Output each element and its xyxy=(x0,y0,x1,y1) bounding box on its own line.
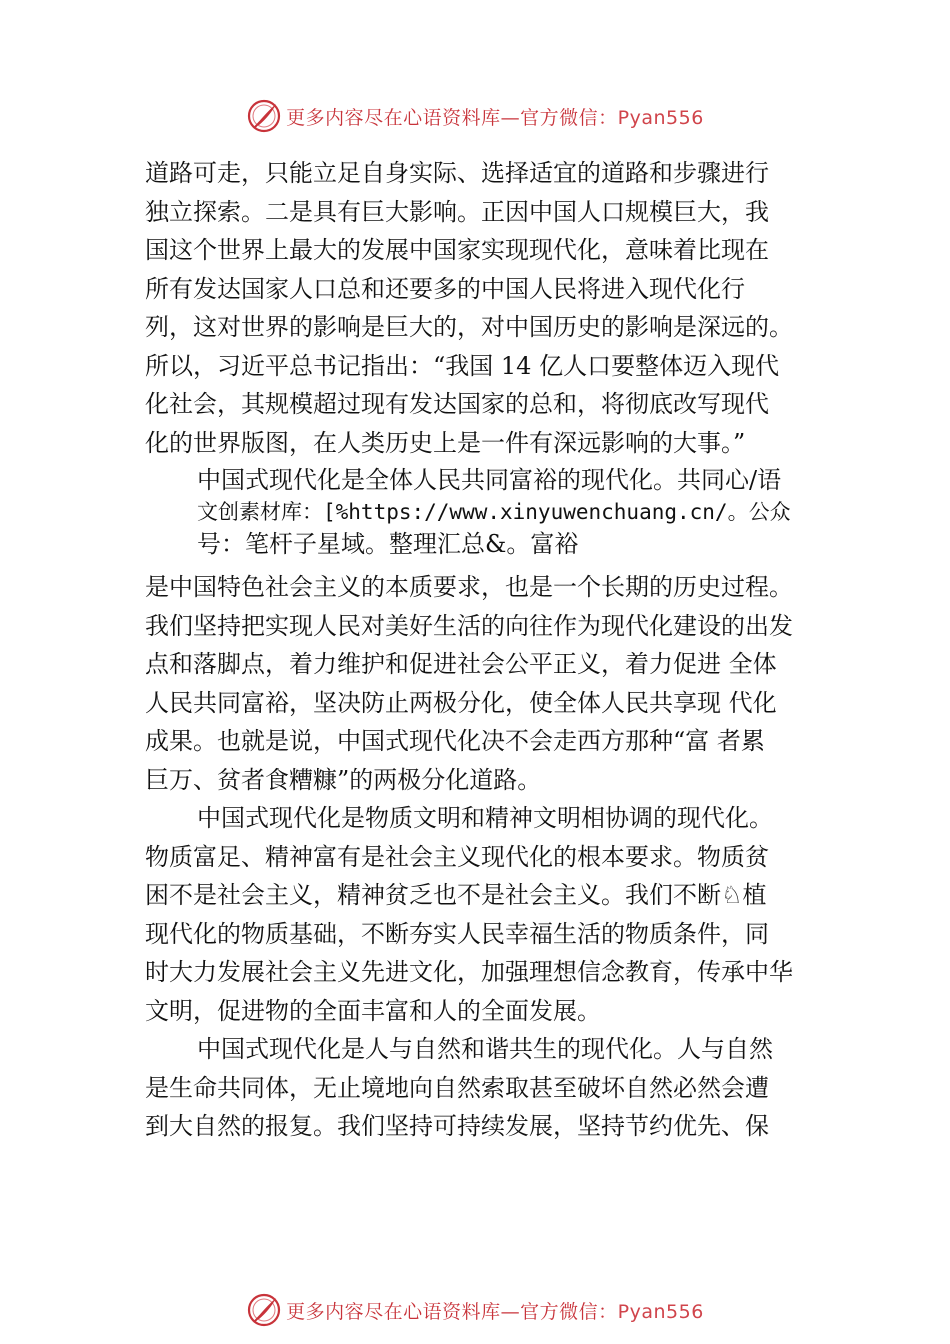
text-line: 国这个世界上最大的发展中国家实现现代化，意味着比现在 xyxy=(145,236,769,264)
text-line: 人民共同富裕，坚决防止两极分化，使全体人民共享现 代化 xyxy=(145,688,777,717)
text-line: 号：笔杆子星域。整理汇总&。富裕 xyxy=(197,530,579,558)
text-line: 时大力发展社会主义先进文化，加强理想信念教育，传承中华 xyxy=(145,958,793,986)
text-line: 中国式现代化是全体人民共同富裕的现代化。共同心/语 xyxy=(197,466,782,494)
text-line: 中国式现代化是物质文明和精神文明相协调的现代化。 xyxy=(197,804,773,832)
text-line: 所有发达国家人口总和还要多的中国人民将进入现代化行 xyxy=(145,274,745,303)
banner-text: 更多内容尽在心语资料库—官方微信：Pyan556 xyxy=(286,106,704,129)
text-line: 成果。也就是说，中国式现代化决不会走西方那种“富 者累 xyxy=(145,727,765,755)
text-line: 是中国特色社会主义的本质要求，也是一个长期的历史过程。 xyxy=(145,573,793,601)
text-line: 文明，促进物的全面丰富和人的全面发展。 xyxy=(145,996,601,1025)
text-line: 现代化的物质基础，不断夯实人民幸福生活的物质条件，同 xyxy=(145,919,769,948)
quill-logo-icon xyxy=(246,98,282,134)
text-line: 巨万、贫者食糟糠”的两极分化道路。 xyxy=(145,765,542,794)
text-line: 到大自然的报复。我们坚持可持续发展，坚持节约优先、保 xyxy=(145,1112,769,1140)
text-line: 独立探索。二是具有巨大影响。正因中国人口规模巨大，我 xyxy=(145,197,769,226)
text-line: 道路可走，只能立足自身实际、选择适宜的道路和步骤进行 xyxy=(145,159,769,187)
document-body xyxy=(145,154,845,1146)
text-line: 文创素材库：[%https://www.xinyuwenchuang.cn/。公众 xyxy=(197,500,791,524)
banner-text: 更多内容尽在心语资料库—官方微信：Pyan556 xyxy=(286,1300,704,1323)
footer-banner xyxy=(0,1290,950,1330)
text-line: 化的世界版图，在人类历史上是一件有深远影响的大事。” xyxy=(145,428,746,457)
text-line: 化社会，其规模超过现有发达国家的总和，将彻底改写现代 xyxy=(145,390,769,418)
paragraph xyxy=(145,1030,845,1146)
quill-logo-icon xyxy=(246,1292,282,1328)
text-line: 困不是社会主义，精神贫乏也不是社会主义。我们不断♘植 xyxy=(145,881,767,909)
text-line: 是生命共同体，无止境地向自然索取甚至破坏自然必然会遭 xyxy=(145,1073,769,1102)
header-banner xyxy=(0,96,950,136)
paragraph xyxy=(145,154,845,462)
wechat-id: Pyan556 xyxy=(617,1300,704,1323)
text-line: 点和落脚点，着力维护和促进社会公平正义，着力促进 全体 xyxy=(145,650,777,678)
wechat-id: Pyan556 xyxy=(617,106,704,129)
paragraph xyxy=(145,568,845,799)
text-line: 我们坚持把实现人民对美好生活的向往作为现代化建设的出发 xyxy=(145,611,793,640)
paragraph xyxy=(145,799,845,1030)
text-line: 中国式现代化是人与自然和谐共生的现代化。人与自然 xyxy=(197,1035,773,1063)
text-line: 所以，习近平总书记指出：“我国 14 亿人口要整体迈入现代 xyxy=(145,351,780,380)
text-line: 列，这对世界的影响是巨大的，对中国历史的影响是深远的。 xyxy=(145,313,793,341)
paragraph xyxy=(145,464,845,560)
text-line: 物质富足、精神富有是社会主义现代化的根本要求。物质贫 xyxy=(145,842,769,871)
